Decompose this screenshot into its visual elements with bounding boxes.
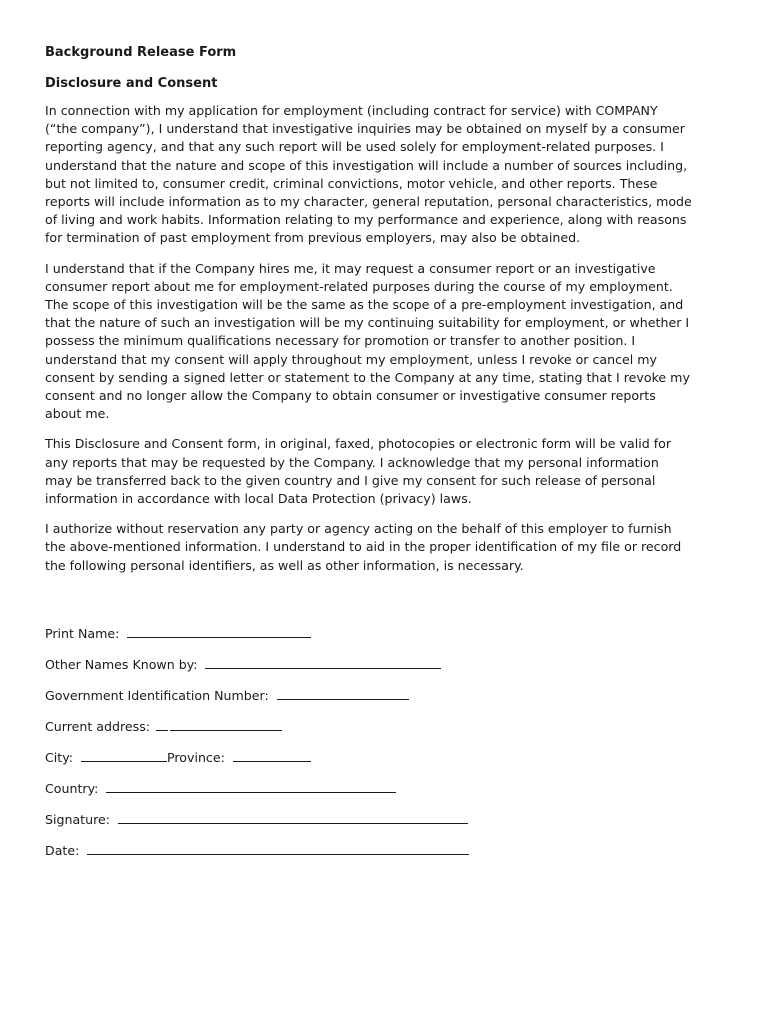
signature-label: Signature:: [45, 812, 110, 827]
identifier-fields: [45, 624, 725, 872]
city-field[interactable]: [81, 748, 167, 762]
date-label: Date:: [45, 843, 80, 858]
document-title: Background Release Form: [45, 45, 237, 60]
current-address-prefix-line: [156, 717, 168, 731]
paragraph-authorization: I authorize without reservation any party or agency acting on the behalf of this employer to furnish the above-mentioned information. I understand to aid in the proper identification of my file or record the following personal identifiers, as well as other information, is necessary.: [45, 521, 682, 573]
country-label: Country:: [45, 781, 99, 796]
province-label: Province:: [167, 750, 225, 765]
print-name-label: Print Name:: [45, 626, 120, 641]
document-body: [45, 44, 725, 587]
signature-field[interactable]: [118, 810, 468, 824]
gov-id-row: [45, 686, 725, 717]
city-province-row: [45, 748, 725, 779]
gov-id-label: Government Identification Number:: [45, 688, 269, 703]
current-address-row: [45, 717, 725, 748]
paragraph-validity: This Disclosure and Consent form, in original, faxed, photocopies or electronic form will be valid for any reports that may be requested by the Company. I acknowledge that my personal information may be transferred back to the given country and I give my consent for such release of personal information in accordance with local Data Protection (privacy) laws.: [45, 436, 672, 507]
gov-id-field[interactable]: [277, 686, 409, 700]
other-names-row: [45, 655, 725, 686]
current-address-field[interactable]: [170, 717, 282, 731]
country-field[interactable]: [106, 779, 396, 793]
other-names-label: Other Names Known by:: [45, 657, 198, 672]
date-row: [45, 841, 725, 872]
other-names-field[interactable]: [205, 655, 441, 669]
document-subtitle: Disclosure and Consent: [45, 76, 218, 91]
paragraph-company-hires: I understand that if the Company hires me, it may request a consumer report or an investigative consumer report about me for employment-related purposes during the course of my employment. The scope of this investigation will be the same as the scope of a pre-employment investigation, and that the nature of such an investigation will be my continuing suitability for employment, or whether I possess the minimum qualifications necessary for promotion or transfer to another position. I understand that my consent will apply throughout my employment, unless I revoke or cancel my consent by sending a signed letter or statement to the Company at any time, stating that I revoke my consent and no longer allow the Company to obtain consumer or investigative consumer reports about me.: [45, 260, 690, 422]
current-address-label: Current address:: [45, 719, 151, 734]
country-row: [45, 779, 725, 810]
date-field[interactable]: [87, 841, 469, 855]
city-label: City:: [45, 750, 74, 765]
print-name-field[interactable]: [127, 624, 311, 638]
paragraph-connection: In connection with my application for employment (including contract for service) with COMPANY (“the company”), I understand that investigative inquiries may be obtained on myself by a consumer reporting agency, and that any such report will be used solely for employment-related purposes. I understand that the nature and scope of this investigation will include a number of sources including, but not limited to, consumer credit, criminal convictions, motor vehicle, and other reports. These reports will include information as to my character, general reputation, personal characteristics, mode of living and work habits. Information relating to my performance and experience, along with reasons for termination of past employment from previous employers, may also be obtained.: [45, 103, 692, 246]
signature-row: [45, 810, 725, 841]
print-name-row: [45, 624, 725, 655]
province-field[interactable]: [233, 748, 311, 762]
